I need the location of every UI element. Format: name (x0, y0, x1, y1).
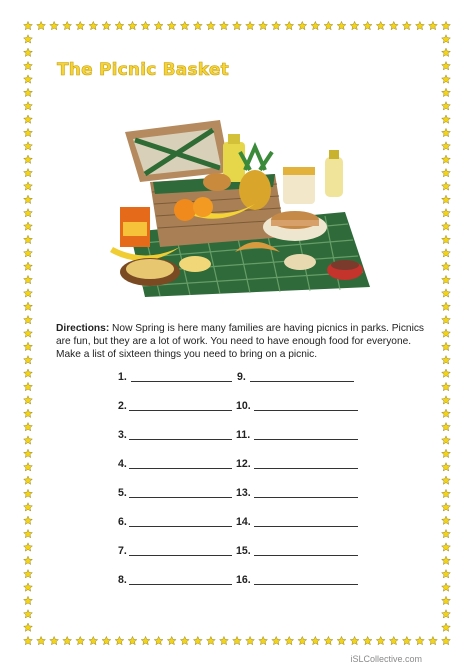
border-star (272, 21, 281, 29)
answer-line[interactable] (254, 468, 358, 469)
border-star (24, 516, 33, 524)
answer-line[interactable] (129, 439, 232, 440)
border-star (442, 636, 451, 644)
border-star (442, 75, 451, 83)
border-star (24, 35, 33, 43)
border-star (442, 623, 451, 631)
item-number: 1. (118, 371, 127, 383)
border-star (363, 21, 372, 29)
border-star (442, 115, 451, 123)
border-star (167, 21, 176, 29)
answer-line[interactable] (250, 381, 354, 382)
border-star (207, 636, 216, 644)
border-star (442, 356, 451, 364)
border-star (24, 356, 33, 364)
border-star (24, 463, 33, 471)
border-star (24, 570, 33, 578)
border-star (337, 636, 346, 644)
border-star (220, 636, 229, 644)
border-star (89, 21, 98, 29)
border-star (128, 21, 137, 29)
small-jar (284, 254, 316, 270)
border-star (24, 262, 33, 270)
border-star (180, 21, 189, 29)
border-star (37, 636, 46, 644)
border-star (376, 21, 385, 29)
border-star (154, 21, 163, 29)
border-star (24, 222, 33, 230)
border-star (24, 409, 33, 417)
border-star (141, 636, 150, 644)
border-star (442, 182, 451, 190)
border-star (442, 570, 451, 578)
border-star (24, 142, 33, 150)
answer-line[interactable] (131, 381, 232, 382)
border-star (24, 529, 33, 537)
answer-line[interactable] (254, 584, 358, 585)
border-star (24, 21, 33, 29)
border-star (246, 21, 255, 29)
site-watermark: iSLCollective.com (350, 654, 422, 664)
border-star (24, 235, 33, 243)
answer-line[interactable] (254, 497, 358, 498)
item-number: 10. (236, 400, 251, 412)
border-star (311, 636, 320, 644)
border-star (311, 21, 320, 29)
answer-line[interactable] (129, 497, 232, 498)
answer-line[interactable] (254, 526, 358, 527)
border-star (442, 168, 451, 176)
item-number: 3. (118, 429, 127, 441)
border-star (442, 396, 451, 404)
border-star (24, 115, 33, 123)
item-number: 13. (236, 487, 251, 499)
border-star (24, 249, 33, 257)
orange (174, 199, 196, 221)
border-star (442, 409, 451, 417)
border-star (389, 636, 398, 644)
border-star (442, 449, 451, 457)
border-star (442, 35, 451, 43)
border-star (24, 489, 33, 497)
item-number: 7. (118, 545, 127, 557)
border-star (76, 636, 85, 644)
border-star (24, 62, 33, 70)
border-star (24, 316, 33, 324)
border-star (24, 275, 33, 283)
border-star (298, 21, 307, 29)
border-star (285, 21, 294, 29)
border-star (442, 102, 451, 110)
item-number: 8. (118, 574, 127, 586)
border-star (442, 543, 451, 551)
border-star (24, 422, 33, 430)
item-number: 5. (118, 487, 127, 499)
border-star (442, 489, 451, 497)
border-star (324, 21, 333, 29)
drink-bottle (325, 157, 343, 197)
border-star (24, 503, 33, 511)
border-star (442, 610, 451, 618)
border-star (37, 21, 46, 29)
border-star (24, 396, 33, 404)
border-star (115, 636, 124, 644)
border-star (24, 623, 33, 631)
border-star (442, 556, 451, 564)
border-star (442, 369, 451, 377)
picnic-basket-image (105, 112, 370, 302)
answer-line[interactable] (129, 555, 232, 556)
border-star (442, 62, 451, 70)
item-number: 12. (236, 458, 251, 470)
border-star (442, 48, 451, 56)
border-star (24, 382, 33, 390)
border-star (442, 596, 451, 604)
directions-text (56, 322, 426, 362)
border-star (167, 636, 176, 644)
border-star (272, 636, 281, 644)
border-star (442, 516, 451, 524)
border-star (24, 583, 33, 591)
border-star (298, 636, 307, 644)
worksheet-title: The Picnic Basket (57, 60, 229, 80)
border-star (416, 21, 425, 29)
border-star (324, 636, 333, 644)
border-star (193, 636, 202, 644)
border-star (220, 21, 229, 29)
border-star (24, 436, 33, 444)
directions-body: Now Spring is here many families are having picnics in parks. Picnics are fun, but they are a lot of work. You need to have enough food for everyone. Make a list of sixteen things you need to bring on a picnic. (56, 323, 425, 361)
border-star (442, 209, 451, 217)
border-star (402, 636, 411, 644)
border-star (24, 596, 33, 604)
item-number: 16. (236, 574, 251, 586)
border-star (442, 316, 451, 324)
border-star (233, 636, 242, 644)
border-star (363, 636, 372, 644)
border-star (24, 610, 33, 618)
border-star (207, 21, 216, 29)
answer-line[interactable] (129, 526, 232, 527)
border-star (337, 21, 346, 29)
border-star (442, 583, 451, 591)
border-star (154, 636, 163, 644)
border-star (102, 636, 111, 644)
border-star (102, 21, 111, 29)
border-star (233, 21, 242, 29)
border-star (442, 142, 451, 150)
border-star (24, 155, 33, 163)
border-star (24, 329, 33, 337)
border-star (63, 636, 72, 644)
border-star (115, 21, 124, 29)
border-star (24, 476, 33, 484)
border-star (63, 21, 72, 29)
border-star (442, 128, 451, 136)
border-star (24, 289, 33, 297)
border-star (24, 556, 33, 564)
answer-line[interactable] (129, 410, 232, 411)
border-star (24, 168, 33, 176)
border-star (442, 463, 451, 471)
border-star (76, 21, 85, 29)
border-star (429, 21, 438, 29)
border-star (24, 88, 33, 96)
border-star (442, 382, 451, 390)
border-star (442, 503, 451, 511)
border-star (128, 636, 137, 644)
jar (283, 172, 315, 204)
border-star (442, 436, 451, 444)
border-star (259, 21, 268, 29)
border-star (24, 209, 33, 217)
border-star (442, 329, 451, 337)
answer-line[interactable] (254, 439, 358, 440)
item-number: 2. (118, 400, 127, 412)
border-star (89, 636, 98, 644)
border-star (24, 128, 33, 136)
item-number: 11. (236, 429, 251, 441)
border-star (442, 342, 451, 350)
border-star (442, 249, 451, 257)
directions-label: Directions: (56, 323, 110, 334)
item-number: 9. (237, 371, 246, 383)
border-star (193, 21, 202, 29)
border-star (180, 636, 189, 644)
border-star (442, 262, 451, 270)
border-star (350, 636, 359, 644)
border-star (24, 48, 33, 56)
border-star (24, 75, 33, 83)
border-star (442, 289, 451, 297)
border-star (24, 636, 33, 644)
border-star (24, 369, 33, 377)
border-star (24, 195, 33, 203)
border-star (442, 302, 451, 310)
border-star (259, 636, 268, 644)
answer-line[interactable] (254, 410, 358, 411)
border-star (24, 182, 33, 190)
border-star (389, 21, 398, 29)
border-star (285, 636, 294, 644)
answer-line[interactable] (129, 584, 232, 585)
item-number: 6. (118, 516, 127, 528)
border-star (442, 422, 451, 430)
item-number: 4. (118, 458, 127, 470)
border-star (350, 21, 359, 29)
border-star (24, 342, 33, 350)
item-number: 14. (236, 516, 251, 528)
answer-line[interactable] (254, 555, 358, 556)
border-star (24, 449, 33, 457)
border-star (442, 88, 451, 96)
border-star (50, 636, 59, 644)
border-star (24, 102, 33, 110)
border-star (442, 235, 451, 243)
border-star (442, 275, 451, 283)
border-star (442, 529, 451, 537)
border-star (429, 636, 438, 644)
answer-line[interactable] (129, 468, 232, 469)
border-star (442, 155, 451, 163)
border-star (246, 636, 255, 644)
border-star (416, 636, 425, 644)
border-star (50, 21, 59, 29)
border-star (376, 636, 385, 644)
item-number: 15. (236, 545, 251, 557)
border-star (442, 21, 451, 29)
border-star (442, 222, 451, 230)
border-star (402, 21, 411, 29)
border-star (24, 302, 33, 310)
border-star (24, 543, 33, 551)
border-star (442, 476, 451, 484)
border-star (442, 195, 451, 203)
border-star (141, 21, 150, 29)
